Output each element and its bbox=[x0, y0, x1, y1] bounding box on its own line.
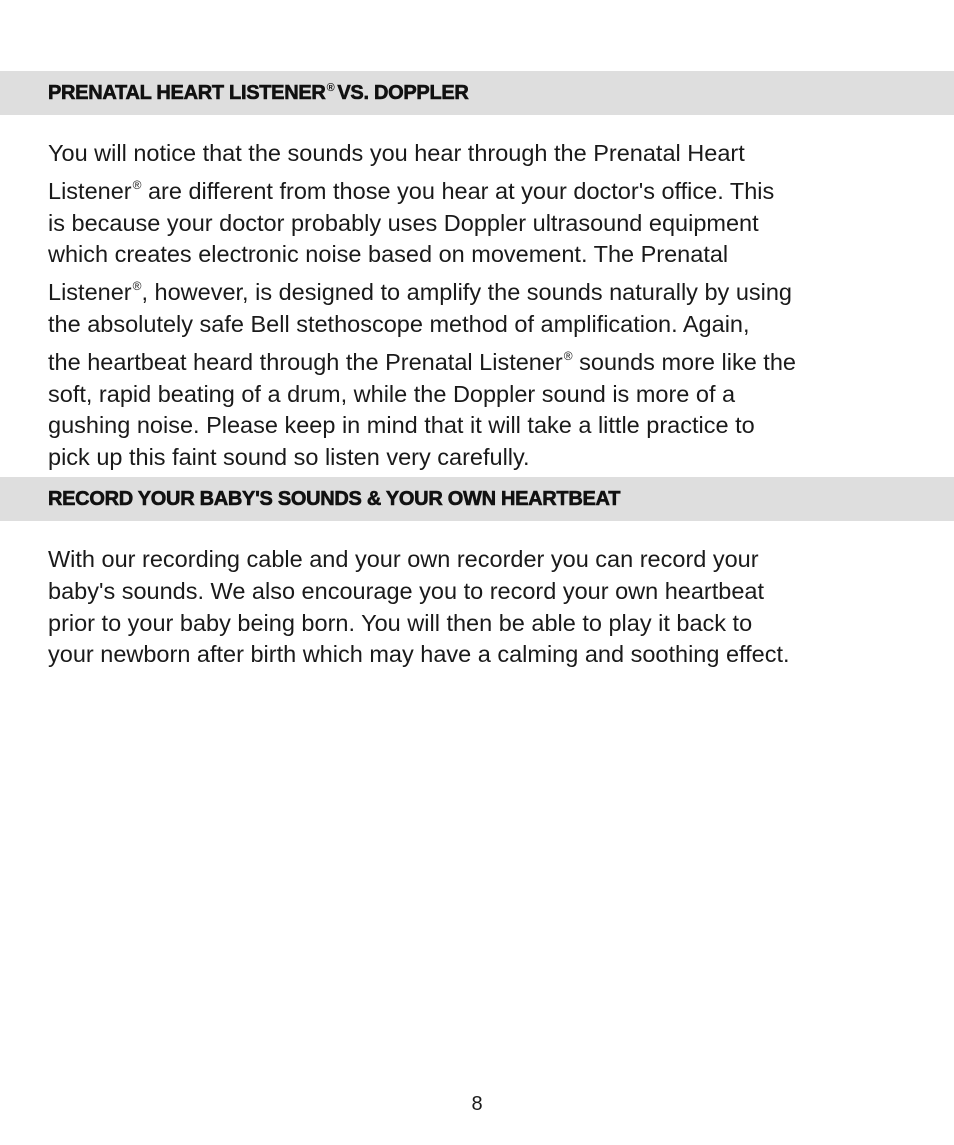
text-run: With our recording cable and your own recorder you can record your bbox=[48, 546, 759, 572]
page-number: 8 bbox=[471, 1093, 483, 1115]
section-header-record-sounds bbox=[0, 477, 954, 521]
text-run: are different from those you hear at your doctor's office. This bbox=[141, 177, 775, 204]
text-line bbox=[48, 442, 928, 474]
text-run: prior to your baby being born. You will then be able to play it back to bbox=[48, 609, 753, 636]
text-run: which creates electronic noise based on movement. The Prenatal bbox=[48, 241, 729, 268]
text-line bbox=[48, 309, 928, 341]
text-run: sounds more like the bbox=[572, 348, 796, 375]
text-line bbox=[48, 341, 928, 379]
text-run: the absolutely safe Bell stethoscope method of amplification. Again, bbox=[48, 310, 750, 337]
section-heading bbox=[48, 82, 469, 105]
registered-mark: ® bbox=[132, 177, 142, 192]
text-run: your newborn after birth which may have a calming and soothing effect. bbox=[48, 641, 790, 668]
text-run: Listener bbox=[48, 177, 132, 204]
text-run: , however, is designed to amplify the sounds naturally by using bbox=[141, 279, 792, 306]
section-heading: RECORD YOUR BABY'S SOUNDS & YOUR OWN HEARTBEAT bbox=[48, 487, 621, 510]
registered-mark: ® bbox=[563, 348, 573, 363]
text-run: the heartbeat heard through the Prenatal Listener bbox=[48, 348, 563, 375]
paragraph-prenatal-vs-doppler bbox=[48, 138, 928, 474]
text-run: You will notice that the sounds you hear through the Prenatal Heart bbox=[48, 140, 745, 166]
registered-mark: ® bbox=[132, 279, 142, 294]
text-line bbox=[48, 138, 928, 170]
text-line bbox=[48, 379, 928, 411]
text-run: Listener bbox=[48, 279, 132, 306]
paragraph-record-sounds bbox=[48, 544, 928, 671]
text-run: is because your doctor probably uses Doppler ultrasound equipment bbox=[48, 209, 759, 236]
text-line bbox=[48, 271, 928, 309]
registered-mark: ® bbox=[326, 81, 335, 94]
section-header-prenatal-vs-doppler bbox=[0, 71, 954, 115]
text-line bbox=[48, 544, 928, 576]
text-run: baby's sounds. We also encourage you to record your own heartbeat bbox=[48, 577, 765, 604]
text-run: pick up this faint sound so listen very carefully. bbox=[48, 444, 530, 471]
text-run: soft, rapid beating of a drum, while the Doppler sound is more of a bbox=[48, 380, 736, 407]
text-line bbox=[48, 170, 928, 208]
heading-text-suffix: VS. DOPPLER bbox=[337, 81, 469, 104]
text-line bbox=[48, 208, 928, 240]
text-line bbox=[48, 239, 928, 271]
text-line bbox=[48, 608, 928, 640]
text-line bbox=[48, 410, 928, 442]
text-line bbox=[48, 576, 928, 608]
text-line bbox=[48, 639, 928, 671]
heading-text: PRENATAL HEART LISTENER bbox=[48, 81, 326, 104]
text-run: gushing noise. Please keep in mind that it will take a little practice to bbox=[48, 412, 755, 439]
